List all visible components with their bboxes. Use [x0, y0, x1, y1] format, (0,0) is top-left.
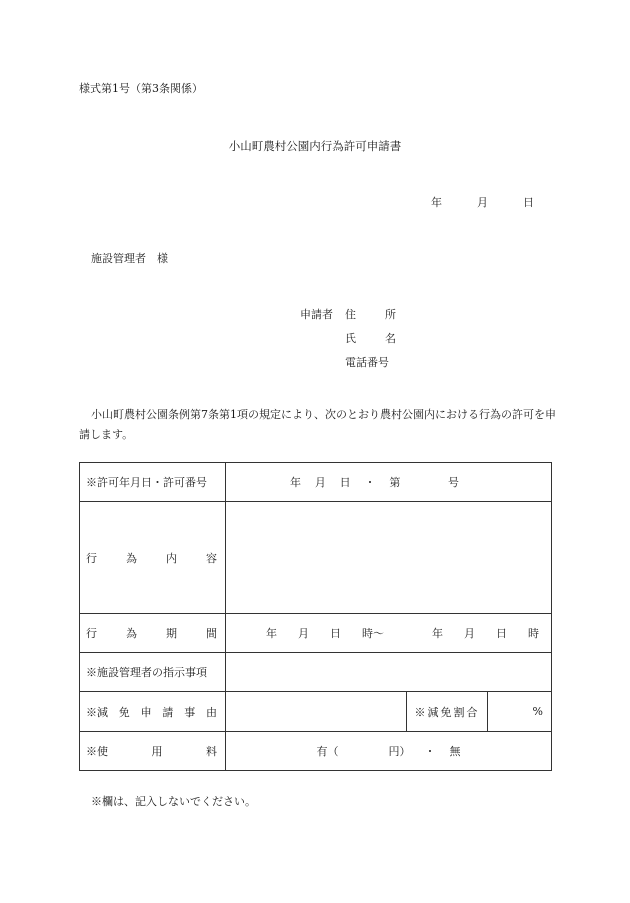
- activity-period-char-4: 間: [206, 627, 217, 640]
- permit-month: 月: [314, 476, 326, 489]
- activity-period-char-2: 為: [126, 627, 137, 640]
- manager-instructions-field[interactable]: [226, 653, 552, 692]
- permit-day: 日: [339, 476, 351, 489]
- activity-period-char-3: 期: [166, 627, 177, 640]
- usage-fee-label: [80, 732, 226, 771]
- date-month: 月: [477, 196, 488, 209]
- permit-no-suffix: 号: [447, 476, 459, 489]
- activity-period-label: [80, 614, 226, 653]
- applicant-role: 申請者: [300, 308, 333, 321]
- permit-date-number-field[interactable]: [226, 463, 552, 502]
- document-title: 小山町農村公園内行為許可申請書: [228, 139, 402, 153]
- exemption-reason-char-6: 由: [205, 705, 217, 719]
- address-label-2: 所: [385, 308, 396, 321]
- phone-label: 電話番号: [345, 356, 389, 369]
- exemption-reason-char-4: 請: [162, 705, 174, 719]
- name-label-1: 氏: [345, 332, 356, 345]
- name-label: [345, 330, 396, 346]
- permit-date-number-label: ※許可年月日・許可番号: [80, 463, 226, 502]
- exemption-rate-unit: %: [532, 705, 543, 718]
- table-row: [80, 614, 552, 653]
- body-text: 小山町農村公園条例第7条第1項の規定により、次のとおり農村公園内における行為の許可を申請します。: [79, 408, 556, 441]
- table-row: [80, 653, 552, 692]
- period-end-month: 月: [464, 627, 475, 640]
- activity-content-field[interactable]: [226, 502, 552, 614]
- exemption-reason-char-3: 申: [140, 705, 152, 719]
- exemption-rate-field[interactable]: [488, 692, 551, 731]
- date-line: [431, 194, 534, 210]
- period-start-year: 年: [266, 627, 277, 640]
- period-end-year: 年: [432, 627, 443, 640]
- period-start-month: 月: [298, 627, 309, 640]
- permit-year: 年: [290, 476, 301, 489]
- activity-period-char-1: 行: [86, 627, 97, 640]
- exemption-reason-label: [80, 692, 226, 732]
- permit-dot: ・: [364, 476, 376, 489]
- table-row: [80, 732, 552, 771]
- usage-fee-field[interactable]: [226, 732, 552, 771]
- usage-fee-char-2: 用: [151, 745, 163, 758]
- period-end-day: 日: [496, 627, 507, 640]
- exemption-rate-label: ※減免割合: [407, 692, 488, 731]
- form-number: 様式第1号（第3条関係）: [79, 82, 203, 95]
- activity-content-char-2: 為: [126, 551, 137, 565]
- address-label-1: 住: [345, 308, 356, 321]
- fee-no: 無: [449, 745, 461, 758]
- date-year: 年: [431, 196, 442, 209]
- usage-fee-char-3: 料: [206, 745, 217, 758]
- manager-instructions-label: ※施設管理者の指示事項: [80, 653, 226, 692]
- address-label: [345, 306, 396, 322]
- usage-fee-char-1: ※使: [86, 745, 108, 758]
- footnote: ※欄は、記入しないでください。: [91, 795, 256, 808]
- activity-content-label: [80, 502, 226, 614]
- exemption-reason-field[interactable]: [226, 692, 407, 731]
- activity-content-char-1: 行: [86, 551, 97, 565]
- fee-yen: 円）: [388, 745, 411, 758]
- fee-yes: 有（: [316, 745, 339, 758]
- application-table: [79, 462, 552, 771]
- activity-period-field[interactable]: [226, 614, 552, 653]
- table-row: [80, 692, 552, 732]
- period-start-day: 日: [330, 627, 341, 640]
- period-end-hour: 時: [528, 627, 539, 640]
- table-row: [80, 502, 552, 614]
- activity-content-char-3: 内: [166, 551, 177, 565]
- date-day: 日: [523, 196, 534, 209]
- exemption-reason-char-1: ※減: [86, 705, 108, 719]
- exemption-reason-char-2: 免: [118, 705, 130, 719]
- period-start-hour: 時～: [362, 627, 384, 640]
- exemption-reason-char-5: 事: [184, 705, 196, 719]
- activity-content-char-4: 容: [206, 551, 217, 565]
- table-row: [80, 463, 552, 502]
- addressee: 施設管理者 様: [91, 252, 168, 265]
- permit-no-prefix: 第: [389, 476, 401, 489]
- name-label-2: 名: [385, 332, 396, 345]
- fee-dot: ・: [424, 745, 436, 758]
- exemption-row-fields: [226, 692, 552, 732]
